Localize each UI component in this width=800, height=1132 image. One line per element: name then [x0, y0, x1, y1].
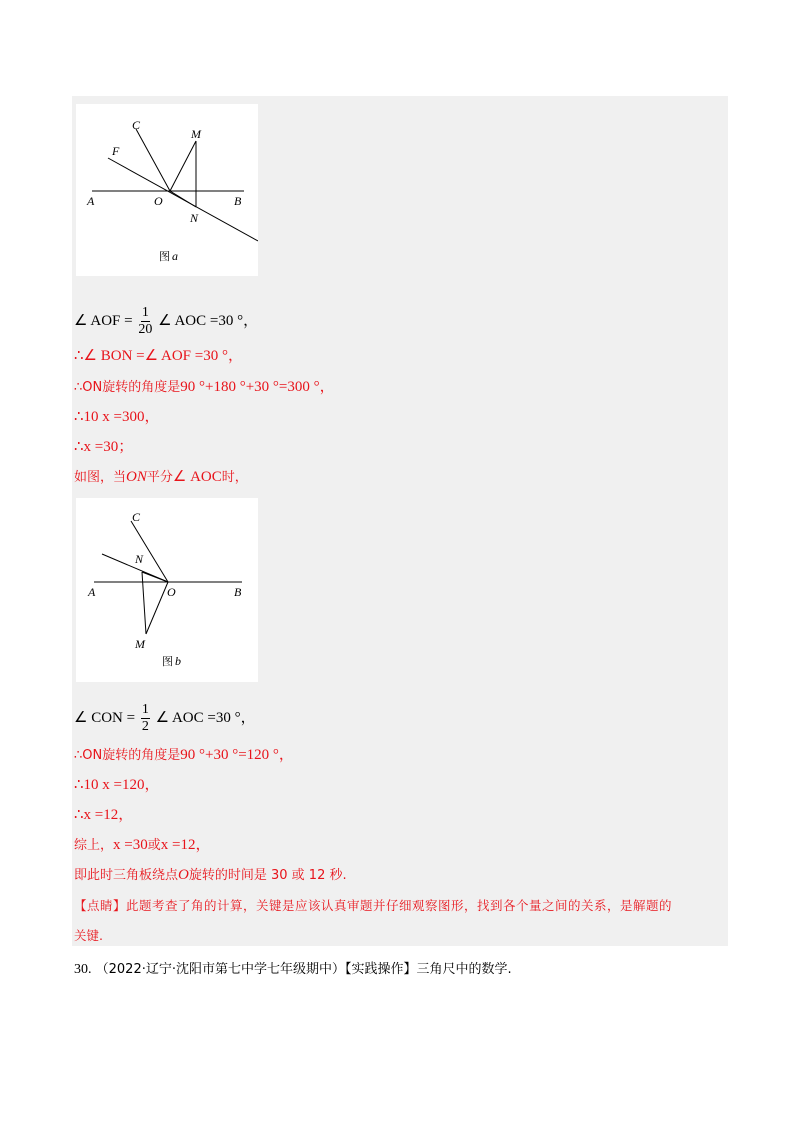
figure-a-diagram — [76, 104, 258, 276]
figure-b-caption-letter: b — [175, 654, 181, 668]
question-title: 三角尺中的数学. — [416, 962, 512, 977]
label-b: B — [234, 194, 242, 208]
fraction-numerator: 1 — [141, 305, 149, 320]
line-11-part-b: x =30 — [113, 837, 148, 853]
line-12-part-b: O — [178, 867, 189, 883]
line-11-part-d: x =12， — [160, 837, 211, 853]
line-8 — [74, 745, 294, 766]
line-7 — [74, 702, 256, 735]
line-7-part-b: ∠ AOC =30 °， — [155, 709, 256, 726]
line-11 — [74, 835, 210, 856]
label-c: C — [132, 510, 141, 524]
line-8-part-a: ∴ON旋转的角度是 — [74, 748, 181, 763]
line-12 — [74, 865, 347, 886]
line-3 — [74, 377, 335, 398]
figure-a-caption-letter: a — [172, 249, 178, 263]
line-11-part-c: 或 — [147, 838, 161, 853]
line-12-part-c: 旋转的时间是 30 或 12 秒. — [188, 868, 347, 883]
fraction-1-20 — [138, 305, 152, 338]
line-6-part-e: 时， — [221, 470, 248, 485]
line-3-part-a: ∴ON旋转的角度是 — [74, 380, 181, 395]
label-o: O — [167, 585, 176, 599]
line-2: ∴∠ BON =∠ AOF =30 °， — [74, 348, 243, 364]
figure-b-diagram — [76, 498, 258, 682]
fraction-numerator: 1 — [141, 702, 149, 717]
line-1-part-b: ∠ AOC =30 °， — [158, 312, 259, 329]
line-11-part-a: 综上， — [74, 838, 114, 853]
line-7-part-a: ∠ CON = — [74, 709, 136, 726]
side-nm — [142, 572, 146, 634]
label-n: N — [190, 211, 199, 225]
line-14: 关键. — [74, 928, 103, 943]
question-number: 30. — [74, 962, 92, 977]
question-30 — [74, 958, 512, 978]
line-5: ∴x =30； — [74, 439, 134, 455]
label-f: F — [112, 144, 120, 158]
line-6-part-b: ON — [126, 469, 147, 485]
line-4: ∴10 x =300， — [74, 409, 160, 425]
label-c: C — [132, 118, 141, 132]
line-12-part-a: 即此时三角板绕点 — [74, 868, 179, 883]
line-6 — [74, 467, 248, 488]
line-6-part-c: 平分 — [146, 470, 173, 485]
fraction-1-2 — [141, 702, 150, 735]
label-a: A — [88, 585, 96, 599]
fraction-denominator: 20 — [138, 322, 153, 337]
line-3-part-b: 90 °+180 °+30 °=300 °， — [180, 379, 335, 395]
label-o: O — [154, 194, 163, 208]
line-6-part-a: 如图，当 — [74, 470, 127, 485]
ray-oc — [136, 129, 170, 191]
question-tag: 【实践操作】 — [345, 962, 417, 977]
figure-b — [76, 498, 258, 682]
label-a: A — [87, 194, 95, 208]
figure-a — [76, 104, 258, 276]
label-m: M — [191, 127, 201, 141]
figure-b-caption-char: 图 — [162, 655, 173, 668]
line-1 — [74, 305, 258, 338]
label-m: M — [135, 637, 145, 651]
fraction-denominator: 2 — [141, 719, 149, 734]
line-9: ∴10 x =120， — [74, 777, 160, 793]
line-10: ∴x =12， — [74, 807, 134, 823]
label-b: B — [234, 585, 242, 599]
side-on — [170, 191, 196, 207]
label-n: N — [135, 552, 144, 566]
side-mo — [146, 582, 168, 634]
side-on — [142, 572, 168, 582]
side-om — [170, 141, 196, 191]
question-source: （2022·辽宁·沈阳市第七中学七年级期中） — [95, 962, 345, 977]
figure-a-caption-char: 图 — [159, 250, 170, 263]
line-8-part-b: 90 °+30 °=120 °， — [180, 747, 294, 763]
line-13-dianjing: 【点睛】此题考查了角的计算，关键是应该认真审题并仔细观察图形，找到各个量之间的关系，是解题的 — [74, 898, 673, 913]
line-6-part-d: ∠ AOC — [172, 469, 222, 485]
line-1-part-a: ∠ AOF = — [74, 312, 133, 329]
